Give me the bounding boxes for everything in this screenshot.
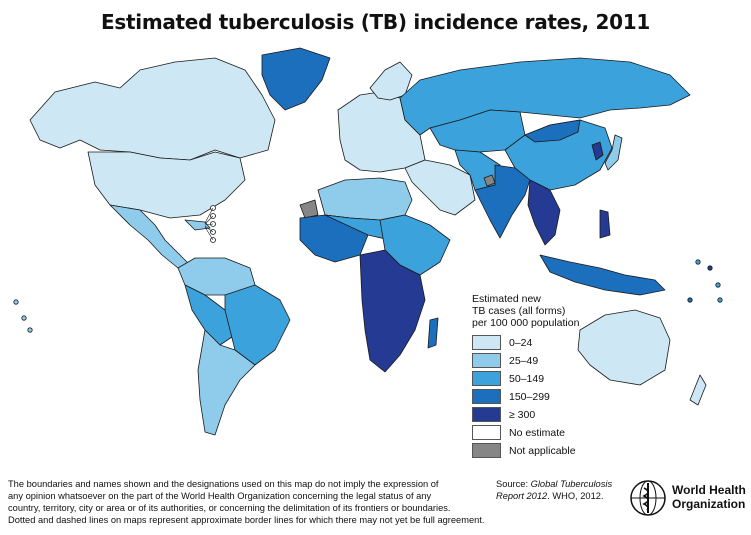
disclaimer-line: Dotted and dashed lines on maps represent approximate border lines for which there may not yet be full agreement. xyxy=(8,515,485,526)
legend-swatch xyxy=(472,335,501,350)
source-suffix: . WHO, 2012. xyxy=(547,491,604,502)
disclaimer-line: any opinion whatsoever on the part of the World Health Organization concerning the legal status of any xyxy=(8,491,432,502)
source-prefix: Source: xyxy=(496,479,531,489)
legend-swatch xyxy=(472,407,501,422)
island-marker xyxy=(716,283,720,287)
map-title: Estimated tuberculosis (TB) incidence rates, 2011 xyxy=(101,10,650,34)
legend-item xyxy=(472,353,642,368)
disclaimer-line: country, territory, city or area or of its authorities, or concerning the delimitation of its frontiers or boundaries. xyxy=(8,503,451,514)
who-logo xyxy=(628,478,746,518)
region-russia xyxy=(400,58,690,135)
island-marker xyxy=(28,328,32,332)
region-usa xyxy=(88,152,245,218)
island-marker xyxy=(718,298,722,302)
region-madagascar xyxy=(428,318,438,348)
legend-label: Not applicable xyxy=(509,444,576,457)
island-marker xyxy=(688,298,692,302)
legend-swatch xyxy=(472,425,501,440)
region-greenland xyxy=(262,48,330,110)
who-emblem-icon xyxy=(628,478,668,518)
legend-label: 25–49 xyxy=(509,354,539,367)
island-marker xyxy=(14,300,18,304)
who-name-line: World Health xyxy=(672,483,746,497)
who-name xyxy=(672,483,746,511)
region-not-applicable-sahara xyxy=(300,200,318,218)
legend-swatch xyxy=(472,353,501,368)
legend-swatch xyxy=(472,443,501,458)
legend-label: 150–299 xyxy=(509,390,550,403)
legend-label: 0–24 xyxy=(509,336,533,349)
source-note xyxy=(496,478,616,502)
source-title: Global Tuberculosis xyxy=(530,479,613,489)
legend-title-line: Estimated new xyxy=(472,293,541,305)
legend-item xyxy=(472,443,642,458)
region-southeast-asia xyxy=(528,180,560,245)
source-title: Report 2012 xyxy=(496,491,548,502)
island-marker xyxy=(22,316,26,320)
region-philippines xyxy=(600,210,610,238)
legend-swatch xyxy=(472,389,501,404)
disclaimer-line: The boundaries and names shown and the designations used on this map do not imply the expression of xyxy=(8,479,439,489)
region-new-zealand xyxy=(690,375,706,405)
legend-swatch xyxy=(472,371,501,386)
region-north-america-north xyxy=(30,58,275,160)
region-indonesia xyxy=(540,255,665,295)
island-marker xyxy=(696,260,700,264)
island-marker xyxy=(708,266,712,270)
legend-label: No estimate xyxy=(509,426,566,439)
legend-item xyxy=(472,371,642,386)
legend-label: ≥ 300 xyxy=(509,408,536,421)
legend-title-line: per 100 000 population xyxy=(472,317,580,329)
legend-item xyxy=(472,335,642,350)
legend-title-line: TB cases (all forms) xyxy=(472,305,566,317)
legend-label: 50–149 xyxy=(509,372,545,385)
map-legend xyxy=(472,293,642,461)
legend-item xyxy=(472,425,642,440)
legend-item xyxy=(472,389,642,404)
legend-title xyxy=(472,293,642,329)
region-north-africa xyxy=(318,178,412,220)
disclaimer-text xyxy=(8,478,490,526)
legend-item xyxy=(472,407,642,422)
who-name-line: Organization xyxy=(672,497,746,511)
